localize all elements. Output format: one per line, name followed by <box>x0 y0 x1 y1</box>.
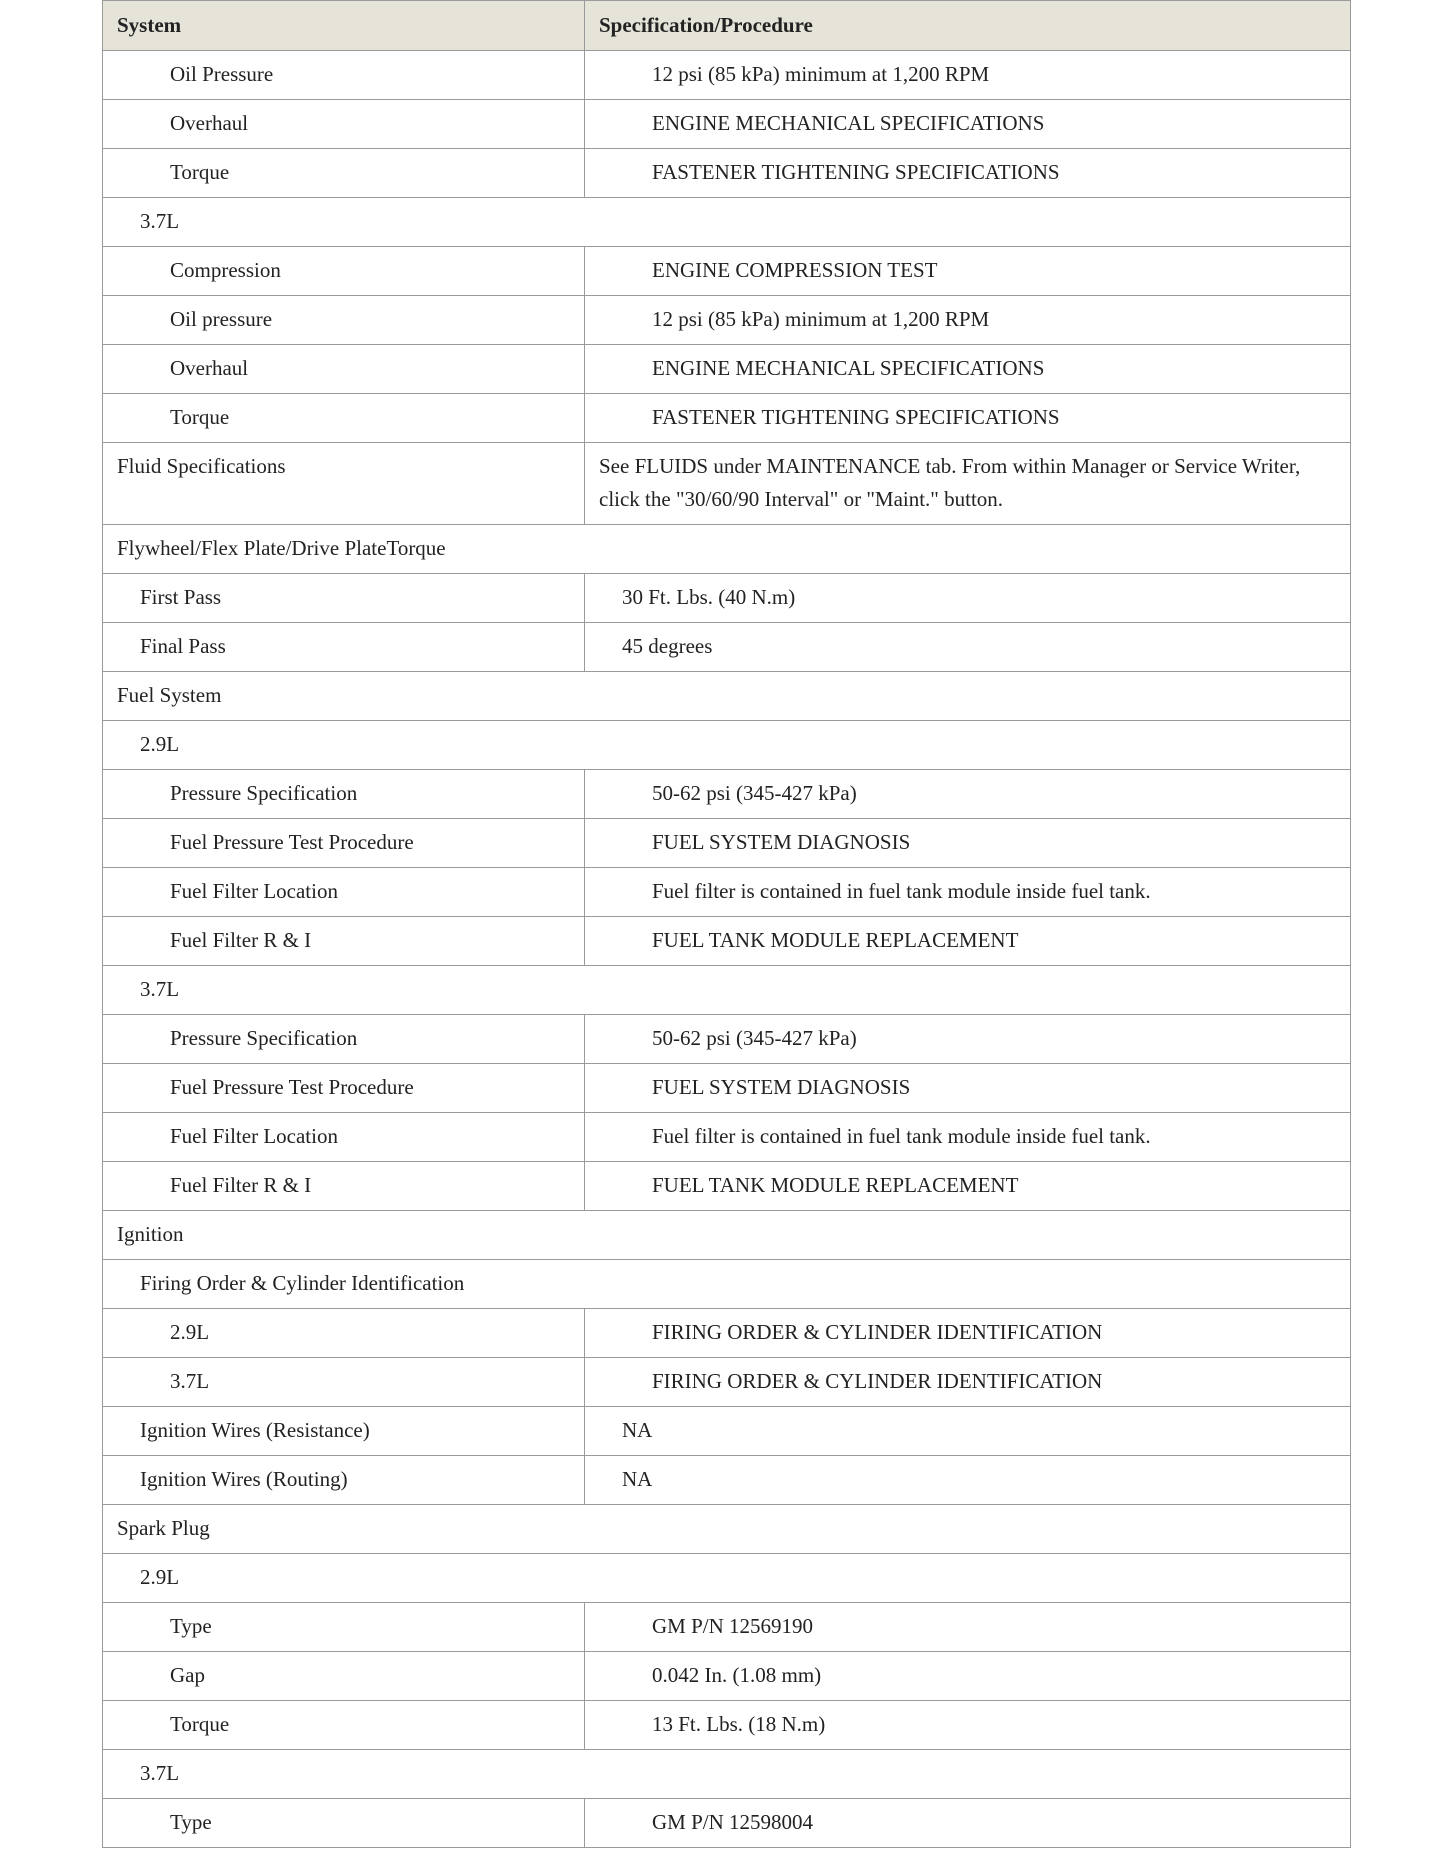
table-row <box>103 345 1351 394</box>
system-cell: Overhaul <box>103 100 585 149</box>
table-row <box>103 1799 1351 1848</box>
section-row <box>103 1750 1351 1799</box>
table-row <box>103 917 1351 966</box>
system-cell: Fluid Specifications <box>103 443 585 525</box>
specification-cell: FUEL SYSTEM DIAGNOSIS <box>585 1064 1351 1113</box>
specification-cell: 50-62 psi (345-427 kPa) <box>585 770 1351 819</box>
section-label: Fuel System <box>103 672 1351 721</box>
system-cell: Torque <box>103 394 585 443</box>
table-body <box>103 51 1351 1848</box>
system-cell: Fuel Pressure Test Procedure <box>103 1064 585 1113</box>
table-row <box>103 51 1351 100</box>
system-cell: Ignition Wires (Resistance) <box>103 1407 585 1456</box>
section-label: Spark Plug <box>103 1505 1351 1554</box>
table-row <box>103 394 1351 443</box>
section-label: 3.7L <box>103 1750 1351 1799</box>
specification-cell: FASTENER TIGHTENING SPECIFICATIONS <box>585 394 1351 443</box>
table-row <box>103 1407 1351 1456</box>
table-row <box>103 1652 1351 1701</box>
section-label: 2.9L <box>103 1554 1351 1603</box>
specification-cell: GM P/N 12598004 <box>585 1799 1351 1848</box>
specification-cell: FUEL TANK MODULE REPLACEMENT <box>585 917 1351 966</box>
specification-cell: See FLUIDS under MAINTENANCE tab. From within Manager or Service Writer, click the "30/60/90 Interval" or "Maint." button. <box>585 443 1351 525</box>
specification-cell: FUEL SYSTEM DIAGNOSIS <box>585 819 1351 868</box>
header-system: System <box>103 1 585 51</box>
table-row <box>103 296 1351 345</box>
system-cell: Pressure Specification <box>103 770 585 819</box>
system-cell: 3.7L <box>103 1358 585 1407</box>
section-row <box>103 198 1351 247</box>
table-row <box>103 1113 1351 1162</box>
table-row <box>103 247 1351 296</box>
table-row <box>103 1358 1351 1407</box>
system-cell: Torque <box>103 149 585 198</box>
section-row <box>103 1260 1351 1309</box>
specification-cell: FASTENER TIGHTENING SPECIFICATIONS <box>585 149 1351 198</box>
system-cell: Overhaul <box>103 345 585 394</box>
table-row <box>103 819 1351 868</box>
section-row <box>103 672 1351 721</box>
specification-cell: 30 Ft. Lbs. (40 N.m) <box>585 574 1351 623</box>
specification-cell: 13 Ft. Lbs. (18 N.m) <box>585 1701 1351 1750</box>
section-label: 2.9L <box>103 721 1351 770</box>
section-label: 3.7L <box>103 198 1351 247</box>
specification-cell: GM P/N 12569190 <box>585 1603 1351 1652</box>
system-cell: Fuel Filter Location <box>103 868 585 917</box>
table-row <box>103 1701 1351 1750</box>
specification-cell: 0.042 In. (1.08 mm) <box>585 1652 1351 1701</box>
table-row <box>103 623 1351 672</box>
section-row <box>103 1211 1351 1260</box>
table-row <box>103 100 1351 149</box>
section-row <box>103 1554 1351 1603</box>
section-row <box>103 1505 1351 1554</box>
system-cell: Type <box>103 1799 585 1848</box>
specification-cell: FUEL TANK MODULE REPLACEMENT <box>585 1162 1351 1211</box>
table-row <box>103 1309 1351 1358</box>
table-row <box>103 149 1351 198</box>
section-label: Flywheel/Flex Plate/Drive PlateTorque <box>103 525 1351 574</box>
table-row <box>103 770 1351 819</box>
table-row <box>103 574 1351 623</box>
specification-cell: Fuel filter is contained in fuel tank module inside fuel tank. <box>585 1113 1351 1162</box>
section-row <box>103 525 1351 574</box>
system-cell: Torque <box>103 1701 585 1750</box>
section-label: Ignition <box>103 1211 1351 1260</box>
system-cell: Type <box>103 1603 585 1652</box>
specification-cell: NA <box>585 1456 1351 1505</box>
system-cell: Fuel Filter Location <box>103 1113 585 1162</box>
system-cell: Fuel Filter R & I <box>103 917 585 966</box>
header-specification: Specification/Procedure <box>585 1 1351 51</box>
specification-cell: 45 degrees <box>585 623 1351 672</box>
spec-table <box>102 0 1351 1848</box>
specification-cell: FIRING ORDER & CYLINDER IDENTIFICATION <box>585 1309 1351 1358</box>
specification-cell: Fuel filter is contained in fuel tank module inside fuel tank. <box>585 868 1351 917</box>
table-row <box>103 1603 1351 1652</box>
section-row <box>103 966 1351 1015</box>
system-cell: Oil pressure <box>103 296 585 345</box>
system-cell: Fuel Filter R & I <box>103 1162 585 1211</box>
specification-cell: 50-62 psi (345-427 kPa) <box>585 1015 1351 1064</box>
specification-cell: ENGINE MECHANICAL SPECIFICATIONS <box>585 100 1351 149</box>
section-label: 3.7L <box>103 966 1351 1015</box>
section-row <box>103 721 1351 770</box>
table-row <box>103 443 1351 525</box>
system-cell: Compression <box>103 247 585 296</box>
system-cell: Pressure Specification <box>103 1015 585 1064</box>
specification-cell: ENGINE COMPRESSION TEST <box>585 247 1351 296</box>
system-cell: Ignition Wires (Routing) <box>103 1456 585 1505</box>
table-row <box>103 1064 1351 1113</box>
table-header-row <box>103 1 1351 51</box>
system-cell: Gap <box>103 1652 585 1701</box>
section-label: Firing Order & Cylinder Identification <box>103 1260 1351 1309</box>
system-cell: 2.9L <box>103 1309 585 1358</box>
system-cell: Oil Pressure <box>103 51 585 100</box>
table-row <box>103 1015 1351 1064</box>
system-cell: First Pass <box>103 574 585 623</box>
table-row <box>103 868 1351 917</box>
system-cell: Final Pass <box>103 623 585 672</box>
specification-cell: 12 psi (85 kPa) minimum at 1,200 RPM <box>585 51 1351 100</box>
table-row <box>103 1162 1351 1211</box>
system-cell: Fuel Pressure Test Procedure <box>103 819 585 868</box>
specification-cell: FIRING ORDER & CYLINDER IDENTIFICATION <box>585 1358 1351 1407</box>
specification-cell: ENGINE MECHANICAL SPECIFICATIONS <box>585 345 1351 394</box>
specification-cell: 12 psi (85 kPa) minimum at 1,200 RPM <box>585 296 1351 345</box>
table-row <box>103 1456 1351 1505</box>
specification-cell: NA <box>585 1407 1351 1456</box>
